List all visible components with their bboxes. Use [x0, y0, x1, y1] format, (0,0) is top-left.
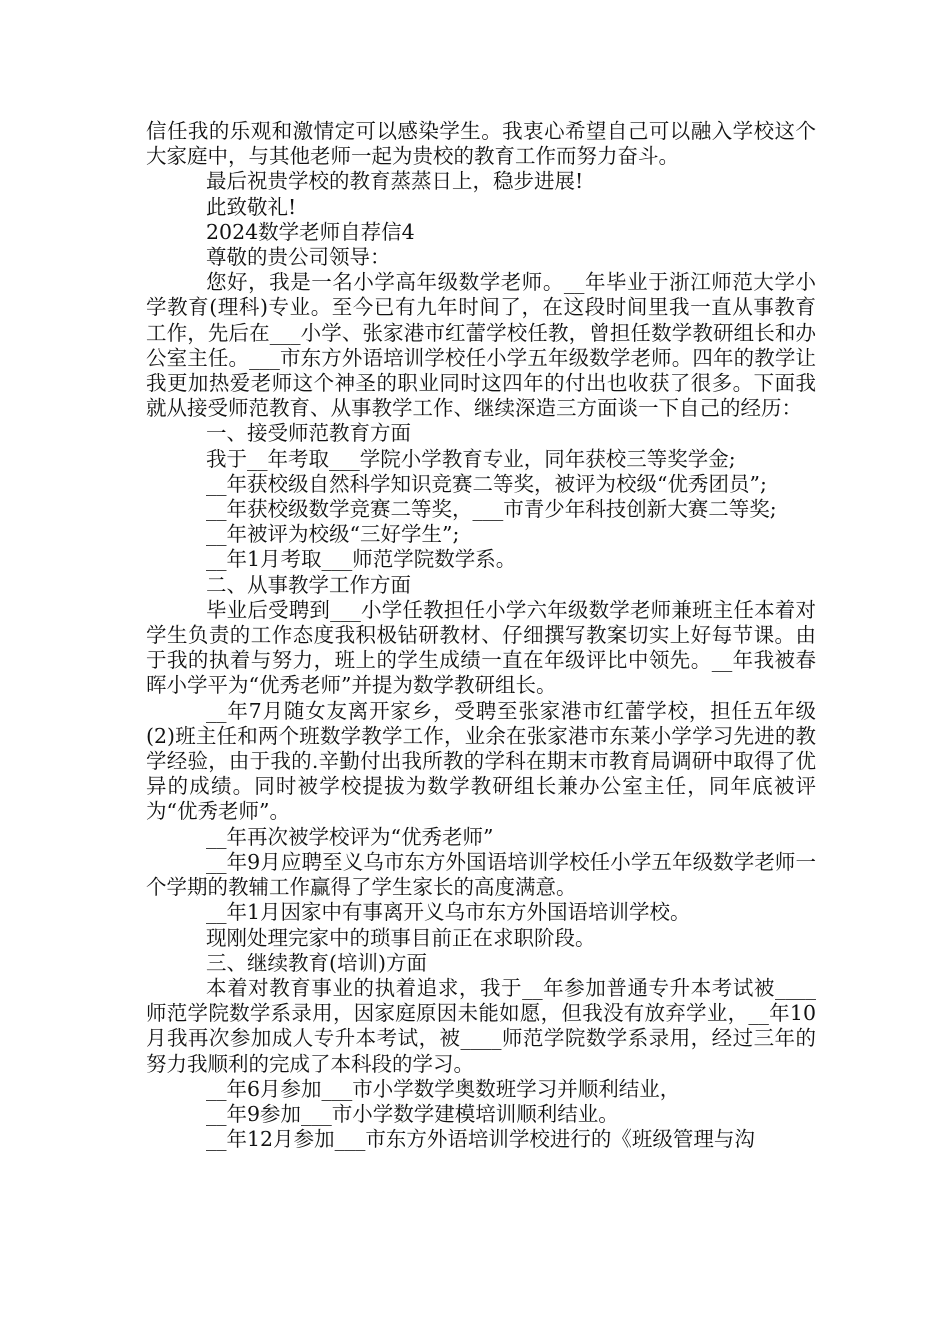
- paragraph: 本着对教育事业的执着追求，我于__年参加普通专升本考试被____师范学院数学系录用，因家庭原因未能如愿，但我没有放弃学业，__年10月我再次参加成人专升本考试，被____师范学院数学系录用，经过三年的努力我顺利的完成了本科段的学习。: [146, 975, 816, 1076]
- paragraph: __年再次被学校评为“优秀老师”: [206, 824, 494, 849]
- paragraph: __年9参加___市小学数学建模培训顺利结业。: [206, 1101, 619, 1126]
- section-heading: 二、从事教学工作方面: [206, 572, 411, 597]
- paragraph: __年获校级数学竞赛二等奖，___市青少年科技创新大赛二等奖;: [206, 497, 777, 522]
- section-heading: 一、接受师范教育方面: [206, 421, 411, 446]
- section-heading: 三、继续教育(培训)方面: [206, 950, 427, 975]
- paragraph: __年6月参加___市小学数学奥数班学习并顺利结业，: [206, 1076, 681, 1101]
- paragraph: __年12月参加___市东方外语培训学校进行的《班级管理与沟: [206, 1127, 755, 1152]
- paragraph: 现刚处理完家中的琐事目前正在求职阶段。: [206, 925, 596, 950]
- paragraph: 您好，我是一名小学高年级数学老师。__年毕业于浙江师范大学小学教育(理科)专业。至今已有九年时间了，在这段时间里我一直从事教育工作，先后在___小学、张家港市红蕾学校任教，曾担任数学教研组长和办公室主任。___市东方外语培训学校任小学五年级数学老师。四年的教学让我更加热爱老师这个神圣的职业同时这四年的付出也收获了很多。下面我就从接受师范教育、从事教学工作、继续深造三方面谈一下自己的经历：: [146, 270, 816, 421]
- section-title: 2024数学老师自荐信4: [206, 219, 415, 244]
- paragraph: 信任我的乐观和激情定可以感染学生。我衷心希望自己可以融入学校这个大家庭中，与其他老师一起为贵校的教育工作而努力奋斗。: [146, 119, 816, 169]
- salutation: 尊敬的贵公司领导：: [206, 245, 391, 270]
- document-page: [146, 119, 816, 1152]
- paragraph: 此致敬礼!: [206, 194, 297, 219]
- paragraph: __年获校级自然科学知识竞赛二等奖，被评为校级“优秀团员”;: [206, 471, 767, 496]
- paragraph: __年9月应聘至义乌市东方外国语培训学校任小学五年级数学老师一个学期的教辅工作赢得了学生家长的高度满意。: [146, 849, 816, 900]
- paragraph: __年1月考取___师范学院数学系。: [206, 547, 517, 572]
- paragraph: __年1月因家中有事离开义乌市东方外国语培训学校。: [206, 900, 691, 925]
- paragraph: __年7月随女友离开家乡，受聘至张家港市红蕾学校，担任五年级(2)班主任和两个班数学教学工作，业余在张家港市东莱小学学习先进的教学经验，由于我的.辛勤付出我所教的学科在期末市教育局调研中取得了优异的成绩。同时被学校提拔为数学教研组长兼办公室主任，同年底被评为“优秀老师”。: [146, 698, 816, 824]
- paragraph: __年被评为校级“三好学生”;: [206, 522, 460, 547]
- paragraph: 最后祝贵学校的教育蒸蒸日上，稳步进展!: [206, 169, 584, 194]
- paragraph: 我于__年考取___学院小学教育专业，同年获校三等奖学金;: [206, 446, 736, 471]
- paragraph: 毕业后受聘到___小学任教担任小学六年级数学老师兼班主任本着对学生负责的工作态度我积极钻研教材、仔细撰写教案切实上好每节课。由于我的执着与努力，班上的学生成绩一直在年级评比中领先。__年我被春晖小学平为“优秀老师”并提为数学教研组长。: [146, 597, 816, 698]
